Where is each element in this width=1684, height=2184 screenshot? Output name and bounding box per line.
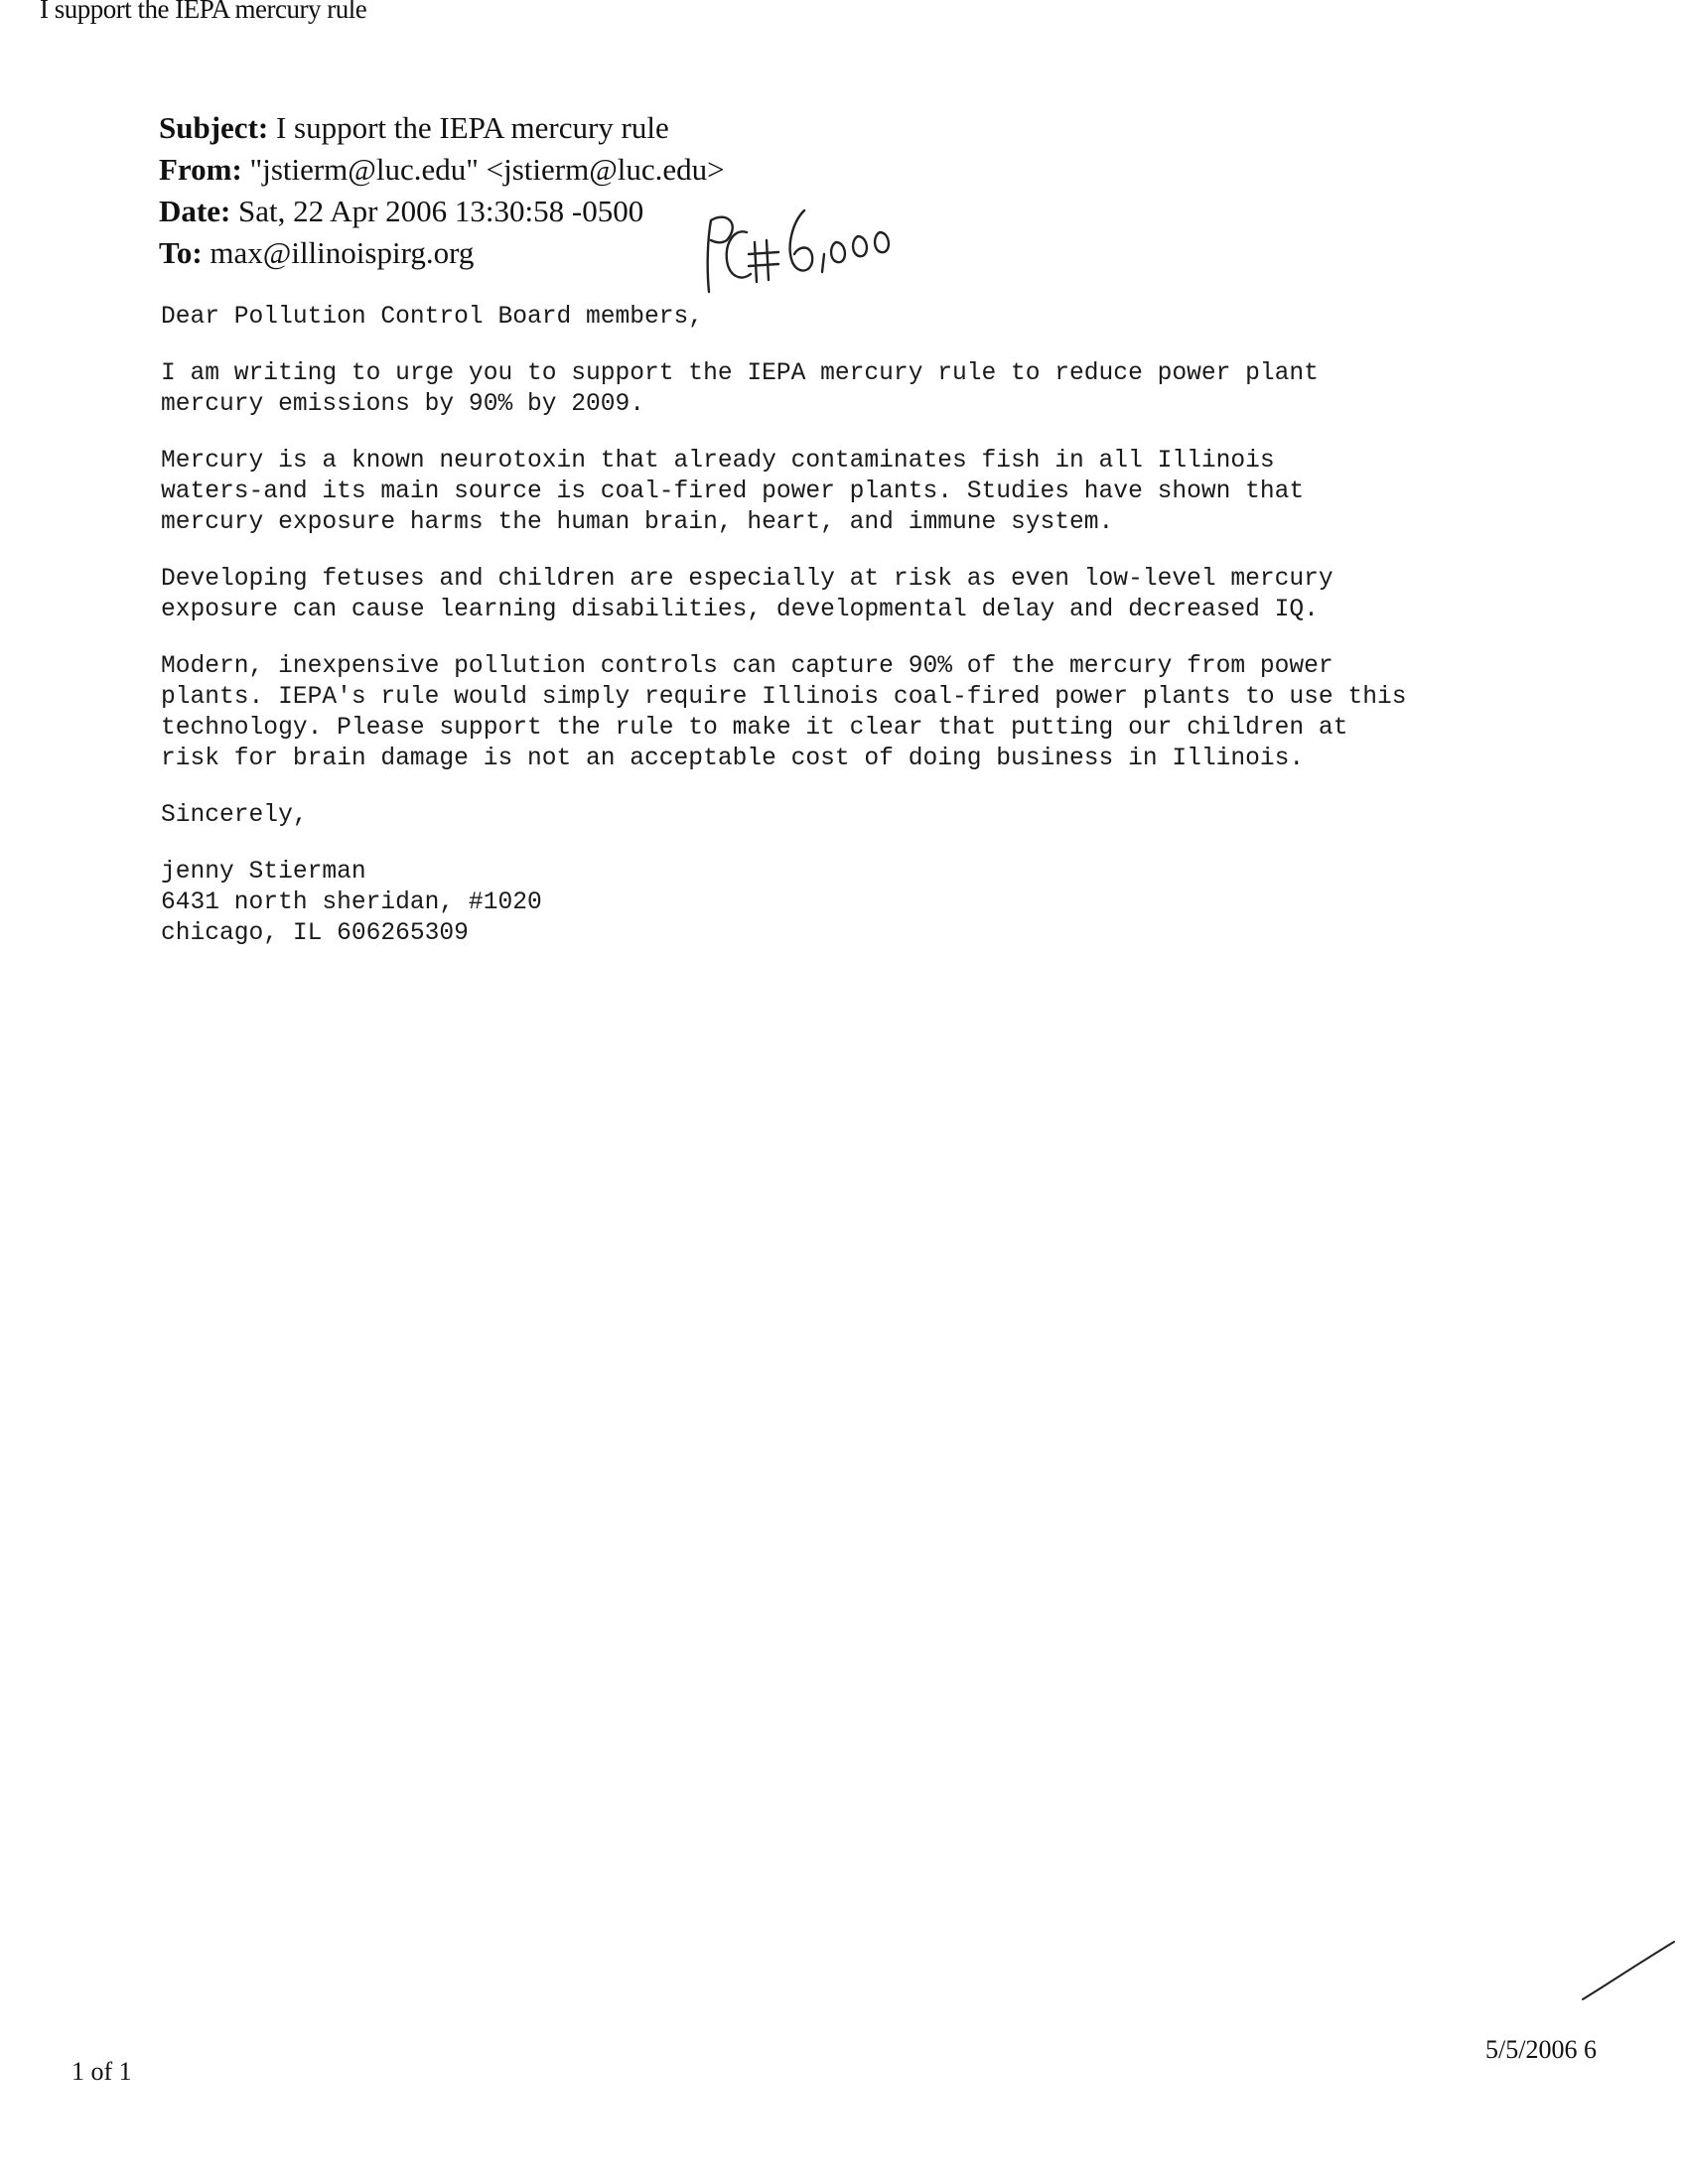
closing: Sincerely, bbox=[161, 802, 308, 829]
page-count: 1 of 1 bbox=[71, 2057, 132, 2086]
from-label: From: bbox=[159, 152, 242, 187]
handwritten-stamp bbox=[697, 203, 915, 302]
greeting: Dear Pollution Control Board members, bbox=[161, 304, 704, 331]
to-label: To: bbox=[159, 235, 203, 270]
email-header bbox=[159, 107, 725, 274]
subject-label: Subject: bbox=[159, 110, 269, 145]
from-line bbox=[159, 149, 725, 191]
subject-value: I support the IEPA mercury rule bbox=[275, 110, 669, 145]
signature-name: jenny Stierman bbox=[161, 859, 366, 886]
signature-address-line-1: 6431 north sheridan, #1020 bbox=[161, 889, 542, 916]
paragraph-4: Modern, inexpensive pollution controls can capture 90% of the mercury from power plants. IEPA's rule would simply require Illinois coal-fired power plants to use this technology. Please support the rule to make it clear that putting our children at risk for brain damage is not an acceptable cost of doing business in Illinois. bbox=[161, 653, 1407, 772]
from-value: "jstierm@luc.edu" <jstierm@luc.edu> bbox=[249, 152, 725, 187]
signature-address-line-2: chicago, IL 606265309 bbox=[161, 920, 469, 947]
to-line bbox=[159, 232, 725, 274]
date-label: Date: bbox=[159, 194, 231, 228]
date-line bbox=[159, 191, 725, 232]
signature-block bbox=[161, 857, 1591, 949]
to-value: max@illinoispirg.org bbox=[210, 235, 475, 270]
date-value: Sat, 22 Apr 2006 13:30:58 -0500 bbox=[238, 194, 644, 228]
stray-pen-mark bbox=[1579, 1936, 1678, 2005]
paragraph-2: Mercury is a known neurotoxin that already contaminates fish in all Illinois waters-and its main source is coal-fired power plants. Studies have shown that mercury exposure harms the human brain, heart, and immune system. bbox=[161, 448, 1305, 536]
letter-body bbox=[161, 302, 1591, 949]
print-date: 5/5/2006 6 bbox=[1485, 2035, 1597, 2064]
subject-line bbox=[159, 107, 725, 149]
page-title: I support the IEPA mercury rule bbox=[40, 0, 367, 24]
paragraph-3: Developing fetuses and children are especially at risk as even low-level mercury exposure can cause learning disabilities, developmental delay and decreased IQ. bbox=[161, 566, 1333, 623]
paragraph-1: I am writing to urge you to support the IEPA mercury rule to reduce power plant mercury emissions by 90% by 2009. bbox=[161, 360, 1319, 418]
